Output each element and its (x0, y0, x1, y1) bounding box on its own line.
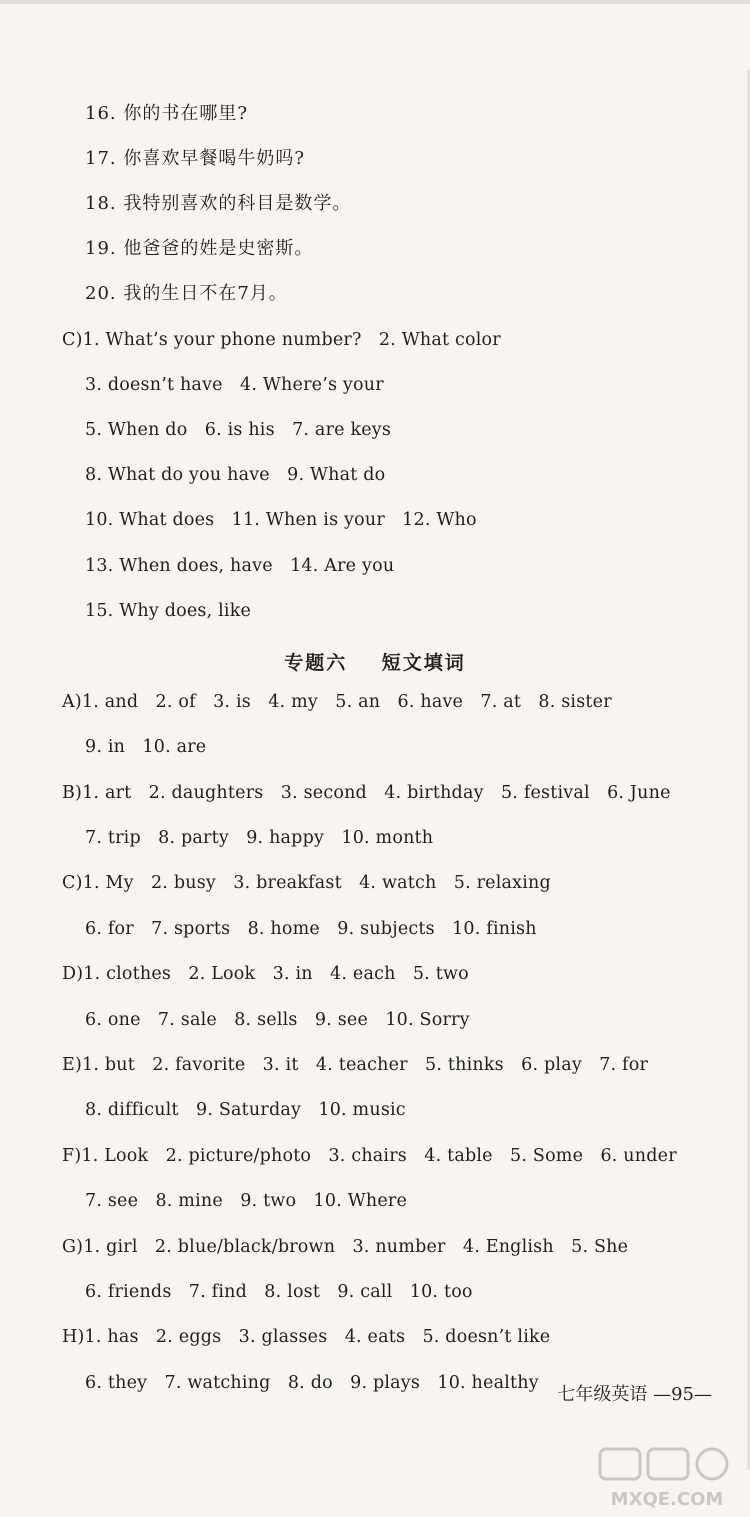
answer-line-a1: A)1. and 2. of 3. is 4. my 5. an 6. have 7. at 8. sister (62, 692, 612, 712)
answer-line-d6: 6. one 7. sale 8. sells 9. see 10. Sorry (85, 1010, 470, 1030)
watermark-text: MXQE.COM (610, 1489, 724, 1510)
answer-line-e1: E)1. but 2. favorite 3. it 4. teacher 5. thinks 6. play 7. for (62, 1055, 649, 1075)
answer-line-cc1: C)1. My 2. busy 3. breakfast 4. watch 5. relaxing (62, 873, 551, 893)
answer-line-h6: 6. they 7. watching 8. do 9. plays 10. healthy (85, 1373, 539, 1393)
answer-line-b1: B)1. art 2. daughters 3. second 4. birthday 5. festival 6. June (62, 783, 671, 803)
answer-line-c5: 5. When do 6. is his 7. are keys (85, 420, 392, 440)
answer-line-c3: 3. doesn’t have 4. Where’s your (85, 375, 384, 395)
watermark-logo (592, 1445, 742, 1513)
answer-line-e8: 8. difficult 9. Saturday 10. music (85, 1100, 406, 1120)
answer-line-f7: 7. see 8. mine 9. two 10. Where (85, 1191, 408, 1211)
answer-line-cc6: 6. for 7. sports 8. home 9. subjects 10. finish (85, 919, 537, 939)
answer-line-c10: 10. What does 11. When is your 12. Who (85, 510, 477, 530)
answer-line-h1: H)1. has 2. eggs 3. glasses 4. eats 5. doesn’t like (62, 1327, 551, 1347)
answer-line-g1: G)1. girl 2. blue/black/brown 3. number 4. English 5. She (62, 1237, 629, 1257)
page-footer: 七年级英语 —95— (557, 1384, 712, 1405)
answer-line-c13: 13. When does, have 14. Are you (85, 556, 395, 576)
answer-line-g6: 6. friends 7. find 8. lost 9. call 10. too (85, 1282, 473, 1302)
answer-line-c15: 15. Why does, like (85, 601, 252, 621)
sentence-17: 17. 你喜欢早餐喝牛奶吗? (85, 148, 305, 169)
answer-line-f1: F)1. Look 2. picture/photo 3. chairs 4. table 5. Some 6. under (62, 1146, 677, 1166)
sentence-16: 16. 你的书在哪里? (85, 103, 248, 124)
answer-line-b7: 7. trip 8. party 9. happy 10. month (85, 828, 434, 848)
sentence-20: 20. 我的生日不在7月。 (85, 283, 288, 304)
sentence-18: 18. 我特别喜欢的科目是数学。 (85, 193, 352, 214)
sentence-19: 19. 他爸爸的姓是史密斯。 (85, 238, 314, 259)
answer-line-a9: 9. in 10. are (85, 737, 207, 757)
scan-edge-top (0, 0, 750, 4)
answer-line-c1: C)1. What’s your phone number? 2. What color (62, 330, 501, 350)
answer-line-d1: D)1. clothes 2. Look 3. in 4. each 5. two (62, 964, 469, 984)
section-heading: 专题六 短文填词 (284, 652, 466, 674)
answer-line-c8: 8. What do you have 9. What do (85, 465, 386, 485)
